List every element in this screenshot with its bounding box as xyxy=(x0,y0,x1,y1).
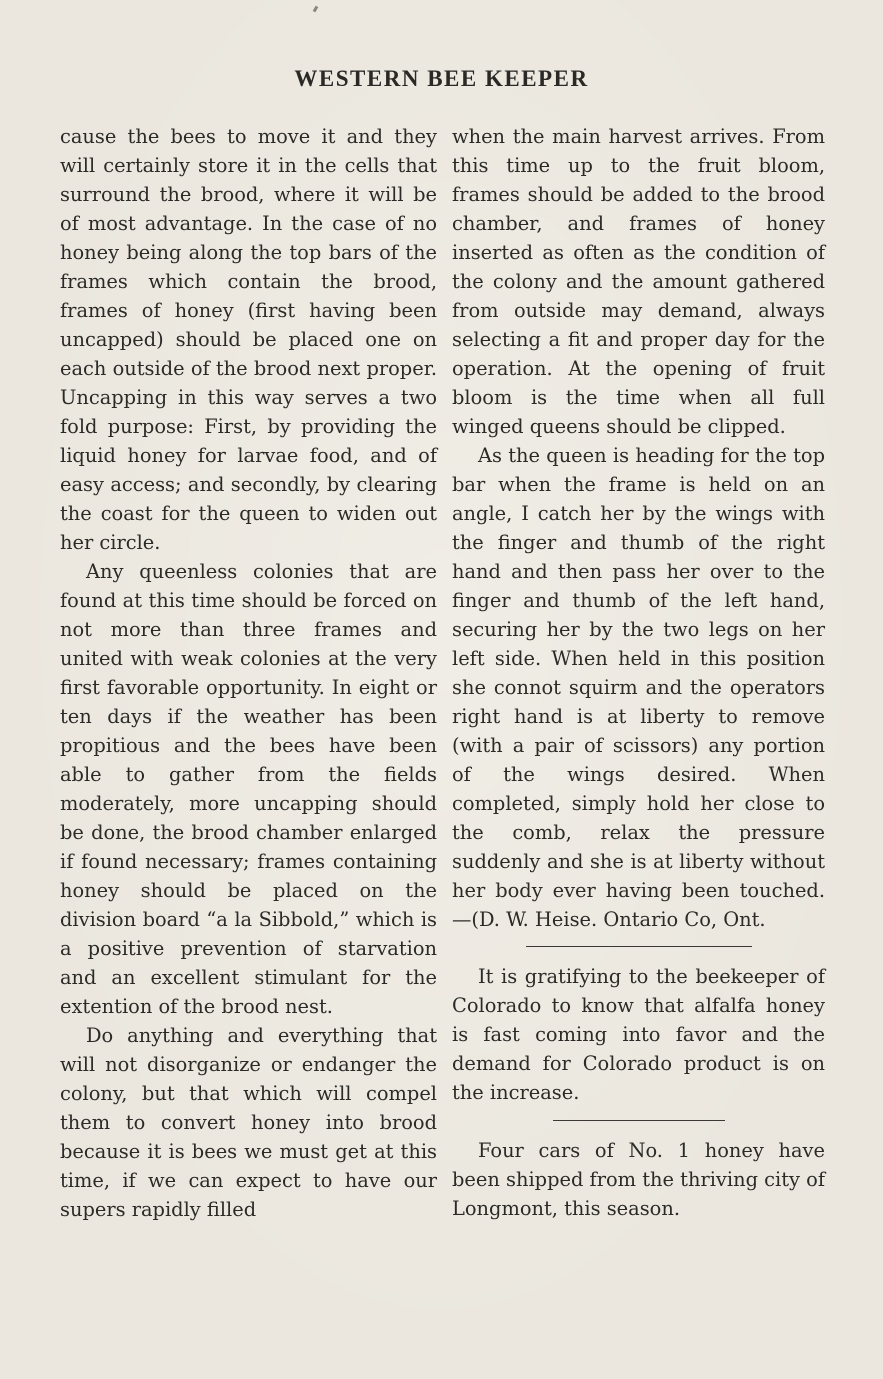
right-paragraph-2: As the queen is heading for the top bar when the frame is held on an angle, I catch her by the wings with the finger and thumb of the right hand and then pass her over to the finger and thumb of the left hand, securing her by the two legs on her left side. When held in this position she connot squirm and the operators right hand is at liberty to remove (with a pair of scissors) any portion of the wings desired. When completed, simply hold her close to the comb, relax the pressure suddenly and she is at liberty without her body ever having been touched.—(D. W. Heise. Ontario Co, Ont. xyxy=(452,444,825,931)
left-paragraph-3: Do anything and everything that will not disorganize or endanger the colony, but that which will compel them to convert honey into brood because it is bees we must get at this time, if we can expect to have our supers rapidly filled xyxy=(60,1024,437,1221)
right-paragraph-4: Four cars of No. 1 honey have been shipped from the thriving city of Longmont, this season. xyxy=(452,1139,825,1220)
right-paragraph-1: when the main harvest arrives. From this time up to the fruit bloom, frames should be added to the brood chamber, and frames of honey inserted as often as the condition of the colony and the amount gathered from outside may demand, always selecting a fit and proper day for the operation. At the opening of fruit bloom is the time when all full winged queens should be clipped. xyxy=(452,125,825,438)
right-column xyxy=(452,122,825,1223)
section-divider xyxy=(553,1120,725,1121)
left-paragraph-1: cause the bees to move it and they will certainly store it in the cells that surround the brood, where it will be of most advantage. In the case of no honey being along the top bars of the frames which contain the brood, frames of honey (first having been uncapped) should be placed one on each outside of the brood next proper. Uncapping in this way serves a two fold purpose: First, by providing the liquid honey for larvae food, and of easy access; and secondly, by clearing the coast for the queen to widen out her circle. xyxy=(60,125,437,554)
ink-speck xyxy=(313,6,319,13)
left-column xyxy=(60,122,437,1224)
right-paragraph-3: It is gratifying to the beekeeper of Colorado to know that alfalfa honey is fast coming into favor and the demand for Colorado product is on the increase. xyxy=(452,965,825,1104)
running-head: WESTERN BEE KEEPER xyxy=(294,66,589,91)
left-paragraph-2: Any queenless colonies that are found at this time should be forced on not more than three frames and united with weak colonies at the very first favorable opportunity. In eight or ten days if the weather has been propitious and the bees have been able to gather from the fields moderately, more uncapping should be done, the brood chamber enlarged if found necessary; frames containing honey should be placed on the division board “a la Sibbold,” which is a positive prevention of starvation and an excellent stimulant for the extention of the brood nest. xyxy=(60,560,437,1018)
section-divider xyxy=(526,946,752,947)
